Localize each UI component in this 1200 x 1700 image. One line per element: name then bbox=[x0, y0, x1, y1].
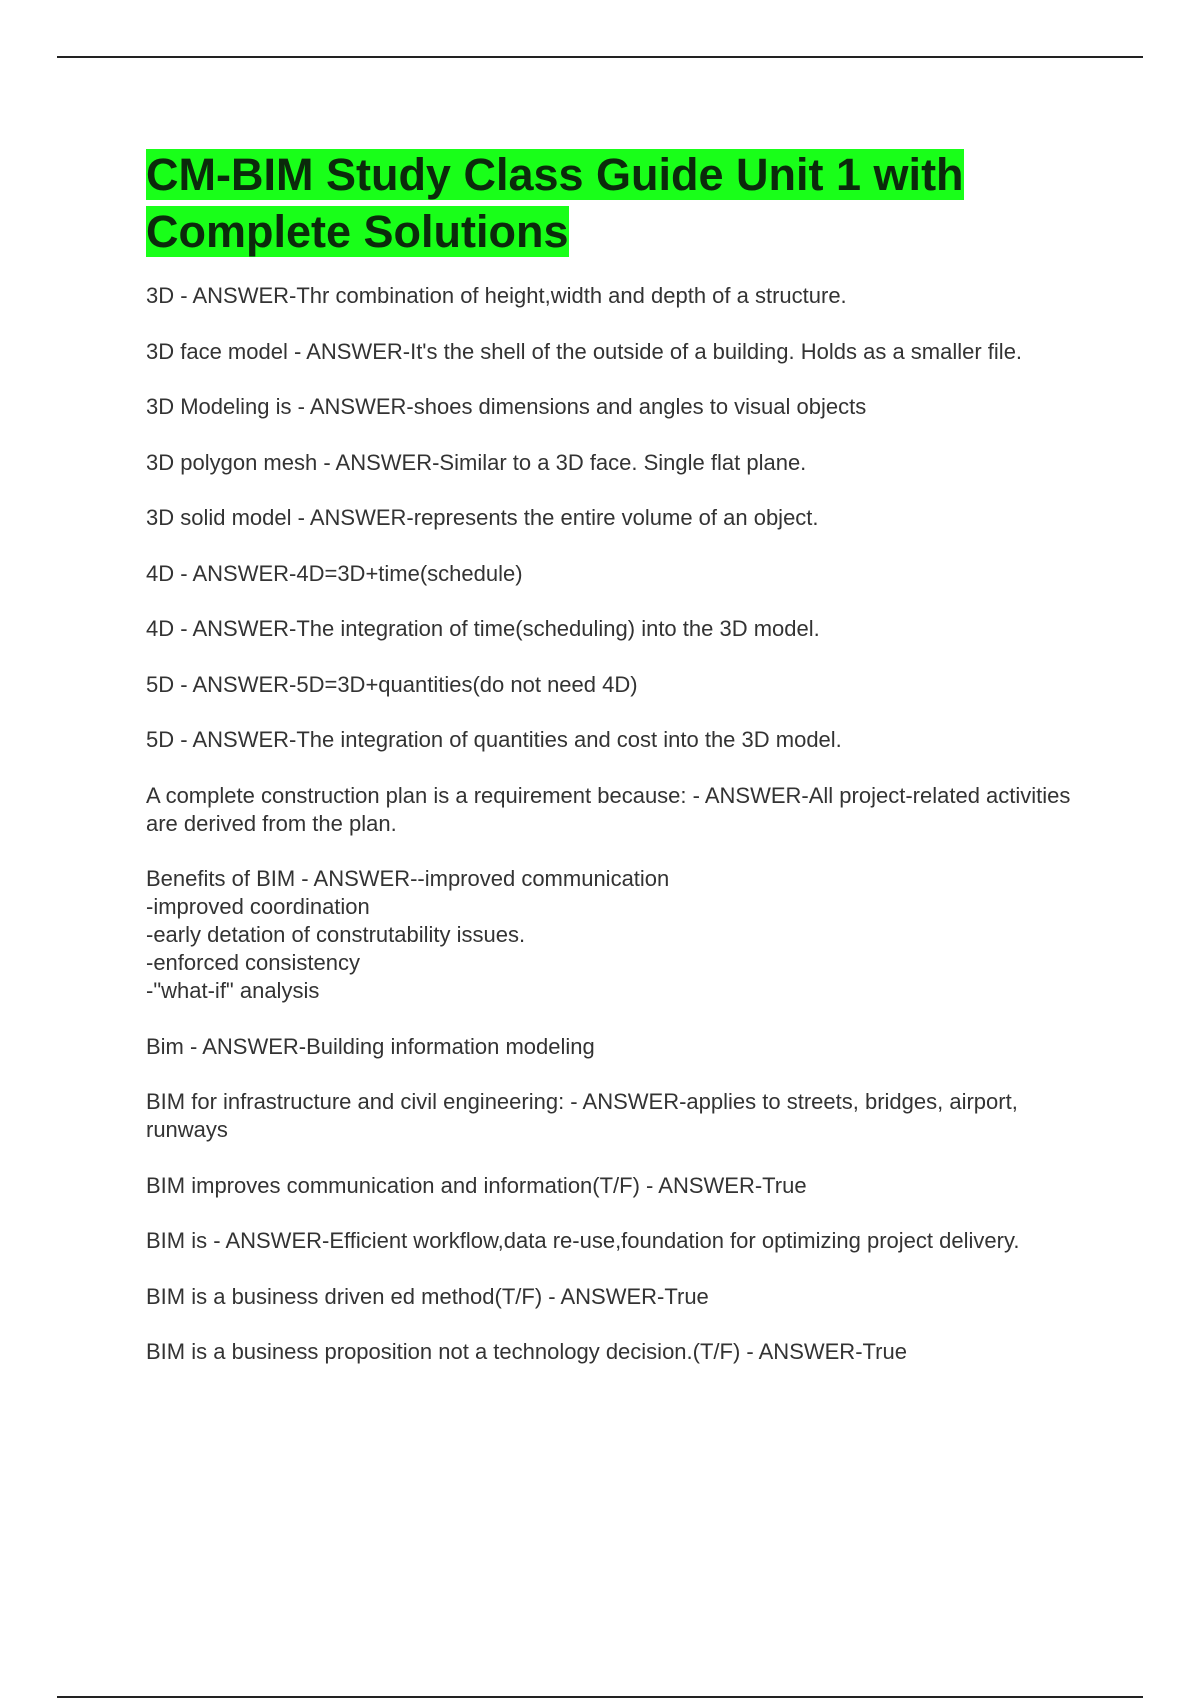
title-highlight: CM-BIM Study Class Guide Unit 1 with Complete Solutions bbox=[146, 149, 964, 257]
top-rule bbox=[57, 56, 1143, 58]
qa-item: Benefits of BIM - ANSWER--improved communication -improved coordination -early detation of construtability issues. -enforced consistency -"what-if" analysis bbox=[146, 866, 670, 1003]
qa-item: 3D face model - ANSWER-It's the shell of the outside of a building. Holds as a smaller file. bbox=[146, 338, 1023, 364]
qa-item: 3D Modeling is - ANSWER-shoes dimensions and angles to visual objects bbox=[146, 394, 867, 419]
document-body bbox=[146, 146, 1076, 1394]
qa-item: 4D - ANSWER-The integration of time(scheduling) into the 3D model. bbox=[146, 616, 820, 641]
qa-item: 3D - ANSWER-Thr combination of height,width and depth of a structure. bbox=[146, 283, 847, 308]
qa-item: 5D - ANSWER-The integration of quantities and cost into the 3D model. bbox=[146, 727, 842, 752]
qa-item: BIM improves communication and information(T/F) - ANSWER-True bbox=[146, 1172, 807, 1198]
qa-item: BIM for infrastructure and civil engineering: - ANSWER-applies to streets, bridges, airport, runways bbox=[146, 1089, 1018, 1142]
qa-item: BIM is - ANSWER-Efficient workflow,data re-use,foundation for optimizing project delivery. bbox=[146, 1228, 1020, 1253]
qa-item: BIM is a business driven ed method(T/F) - ANSWER-True bbox=[146, 1283, 709, 1309]
qa-item: BIM is a business proposition not a technology decision.(T/F) - ANSWER-True bbox=[146, 1339, 907, 1364]
qa-item: 3D solid model - ANSWER-represents the entire volume of an object. bbox=[146, 505, 819, 530]
document-title bbox=[146, 146, 1076, 260]
qa-item: 3D polygon mesh - ANSWER-Similar to a 3D face. Single flat plane. bbox=[146, 449, 807, 475]
qa-item: A complete construction plan is a requirement because: - ANSWER-All project-related activities are derived from the plan. bbox=[146, 782, 1071, 836]
bottom-rule bbox=[57, 1696, 1143, 1698]
qa-item: 4D - ANSWER-4D=3D+time(schedule) bbox=[146, 560, 523, 586]
qa-item: Bim - ANSWER-Building information modeling bbox=[146, 1033, 595, 1059]
qa-item: 5D - ANSWER-5D=3D+quantities(do not need 4D) bbox=[146, 671, 638, 697]
